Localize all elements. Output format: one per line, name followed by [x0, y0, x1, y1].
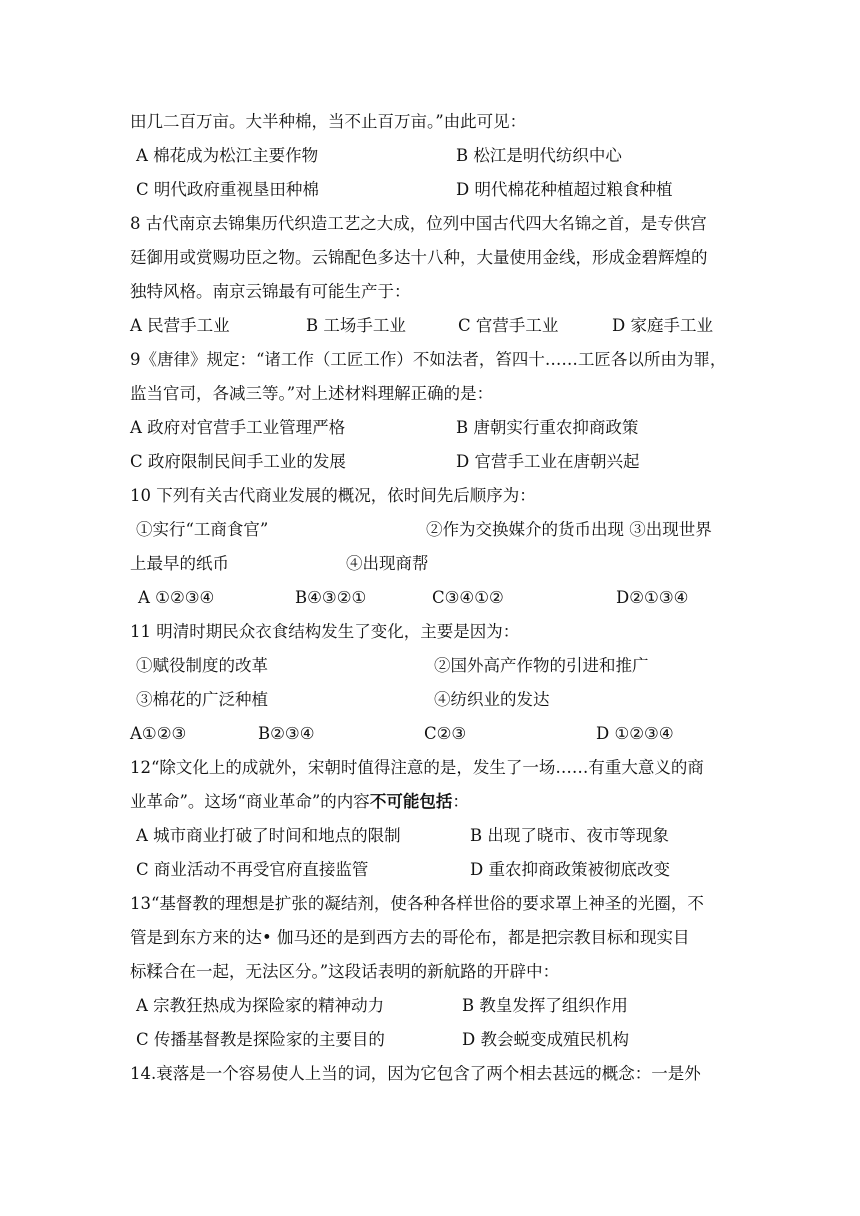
question-12-stem-line-1 [0, 751, 860, 785]
option-b: B 唐朝实行重农抑商政策 [456, 418, 639, 437]
text: 廷御用或赏赐功臣之物。云锦配色多达十八种，大量使用金线，形成金碧辉煌的 [130, 248, 708, 267]
text: 监当官司，各减三等。”对上述材料理解正确的是： [130, 384, 494, 403]
item-3: ③棉花的广泛种植 [136, 690, 268, 709]
emphasis-text: 不可能包括 [369, 792, 453, 811]
item-2-3: ②作为交换媒介的货币出现 ③出现世界 [426, 520, 712, 539]
question-8-stem-line-2 [0, 241, 860, 275]
option-b: B②③④ [258, 724, 315, 743]
option-c: C 政府限制民间手工业的发展 [130, 452, 346, 471]
option-b: B 教皇发挥了组织作用 [462, 996, 628, 1015]
option-c: C 官营手工业 [458, 316, 559, 335]
option-b: B④③②① [295, 588, 367, 607]
text: 田几二百万亩。大半种棉，当不止百万亩。”由此可见： [130, 112, 527, 131]
option-c: C②③ [424, 724, 467, 743]
question-9-options-row-2 [0, 445, 860, 479]
option-d: D 重农抑商政策被彻底改变 [470, 860, 670, 879]
option-d: D 教会蜕变成殖民机构 [462, 1030, 629, 1049]
option-b: B 工场手工业 [306, 316, 406, 335]
text: 11 明清时期民众衣食结构发生了变化，主要是因为： [130, 622, 520, 641]
question-8-options [0, 309, 860, 343]
text: 14.衰落是一个容易使人上当的词，因为它包含了两个相去甚远的概念：一是外 [130, 1064, 701, 1083]
question-13-stem-line-2 [0, 921, 860, 955]
question-9-options-row-1 [0, 411, 860, 445]
option-a: A ①②③④ [138, 588, 215, 607]
option-d: D 官营手工业在唐朝兴起 [456, 452, 640, 471]
item-2: ②国外高产作物的引进和推广 [434, 656, 649, 675]
text: 标糅合在一起，无法区分。”这段话表明的新航路的开辟中： [130, 962, 560, 981]
question-11-items-row-2 [0, 683, 860, 717]
question-11-stem [0, 615, 860, 649]
question-10-items-row-1 [0, 513, 860, 547]
text: 9《唐律》规定：“诸工作（工匠工作）不如法者，笞四十……工匠各以所由为罪， [130, 350, 727, 369]
question-14-stem-line-1 [0, 1057, 860, 1091]
option-a: A 民营手工业 [130, 316, 230, 335]
option-d: D②①③④ [616, 588, 689, 607]
question-13-stem-line-1 [0, 887, 860, 921]
option-c: C 明代政府重视垦田种棉 [136, 180, 319, 199]
text: 12“除文化上的成就外，宋朝时值得注意的是，发生了一场……有重大意义的商 [130, 758, 704, 777]
question-9-stem-line-2 [0, 377, 860, 411]
question-11-options [0, 717, 860, 751]
question-7-options-row-1 [0, 139, 860, 173]
item-4: ④出现商帮 [346, 554, 429, 573]
text-part: 业革命”。这场“商业革命”的内容 [130, 792, 370, 811]
option-c: C 商业活动不再受官府直接监管 [136, 860, 369, 879]
question-10-stem [0, 479, 860, 513]
text: 13“基督教的理想是扩张的凝结剂，使各种各样世俗的要求罩上神圣的光圈，不 [130, 894, 704, 913]
option-d: D ①②③④ [596, 724, 674, 743]
question-12-options-row-2 [0, 853, 860, 887]
option-b: B 出现了晓市、夜市等现象 [470, 826, 669, 845]
option-a: A 城市商业打破了时间和地点的限制 [136, 826, 401, 845]
question-8-stem-line-1 [0, 207, 860, 241]
question-12-options-row-1 [0, 819, 860, 853]
option-a: A①②③ [130, 724, 187, 743]
option-d: D 明代棉花种植超过粮食种植 [456, 180, 673, 199]
option-c: C 传播基督教是探险家的主要目的 [136, 1030, 385, 1049]
text: 8 古代南京去锦集历代织造工艺之大成，位列中国古代四大名锦之首，是专供宫 [130, 214, 707, 233]
text: 管是到东方来的达• 伽马还的是到西方去的哥伦布，都是把宗教目标和现实目 [130, 928, 690, 947]
option-b: B 松江是明代纺织中心 [456, 146, 622, 165]
question-7-options-row-2 [0, 173, 860, 207]
item-1: ①赋役制度的改革 [136, 656, 268, 675]
question-12-stem-line-2 [0, 785, 860, 819]
option-a: A 棉花成为松江主要作物 [136, 146, 319, 165]
question-7-stem-end [0, 105, 860, 139]
text-part: ： [452, 792, 469, 811]
question-8-stem-line-3 [0, 275, 860, 309]
question-13-options-row-1 [0, 989, 860, 1023]
question-11-items-row-1 [0, 649, 860, 683]
item-3-end: 上最早的纸币 [130, 554, 229, 573]
option-d: D 家庭手工业 [612, 316, 713, 335]
option-a: A 政府对官营手工业管理严格 [130, 418, 346, 437]
question-10-options [0, 581, 860, 615]
text: 独特风格。南京云锦最有可能生产于： [130, 282, 411, 301]
item-1: ①实行“工商食官” [136, 520, 269, 539]
text [130, 785, 469, 819]
question-9-stem-line-1 [0, 343, 860, 377]
text: 10 下列有关古代商业发展的概况，依时间先后顺序为： [130, 486, 536, 505]
item-4: ④纺织业的发达 [434, 690, 550, 709]
question-13-options-row-2 [0, 1023, 860, 1057]
question-10-items-row-2 [0, 547, 860, 581]
question-13-stem-line-3 [0, 955, 860, 989]
option-c: C③④①② [432, 588, 504, 607]
option-a: A 宗教狂热成为探险家的精神动力 [136, 996, 385, 1015]
